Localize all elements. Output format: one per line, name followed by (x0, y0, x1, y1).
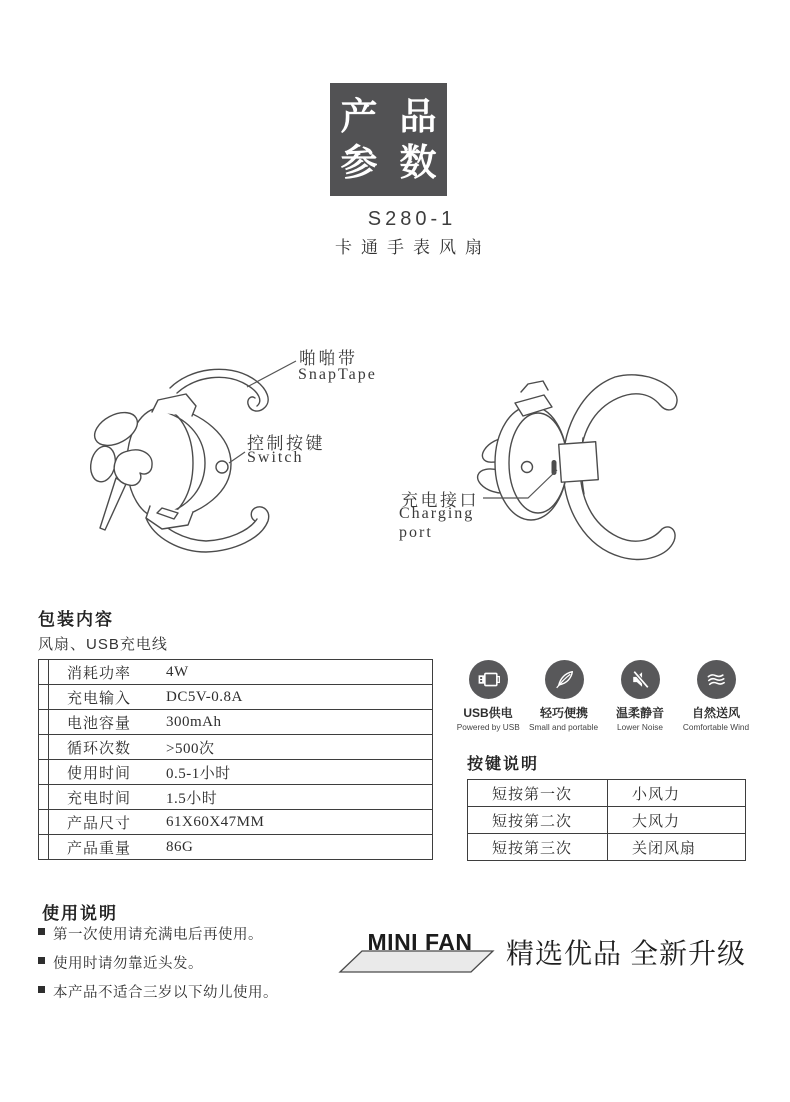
table-row (39, 785, 432, 810)
usage-item-text: 第一次使用请充满电后再使用。 (53, 927, 263, 943)
spec-label: 产品尺寸 (67, 814, 132, 832)
usage-item-text: 使用时请勿靠近头发。 (53, 956, 203, 972)
feature-portable (526, 660, 602, 732)
feature-label-en: Powered by USB (456, 722, 520, 732)
table-row (39, 710, 432, 735)
feature-label-cn: USB供电 (463, 706, 513, 720)
bullet-square-icon (38, 986, 45, 993)
badge-line-1: 产品 (340, 95, 459, 137)
button-result: 关闭风扇 (632, 839, 697, 857)
fan-illustrations (0, 330, 790, 590)
snap-tape-label-en: SnapTape (298, 366, 377, 383)
mute-speaker-icon (621, 660, 660, 699)
snap-tape-label-cn: 啪啪带 (299, 349, 358, 368)
spec-table (38, 659, 433, 860)
spec-value: >500次 (166, 740, 215, 757)
fan-front-illustration (88, 369, 269, 552)
brand-name: MINI FAN (367, 929, 473, 955)
spec-value: 86G (166, 838, 194, 855)
feature-label-cn: 温柔静音 (615, 706, 664, 720)
feature-quiet (602, 660, 678, 732)
button-action: 短按第三次 (468, 834, 608, 860)
table-row (39, 810, 432, 835)
list-item (38, 981, 278, 1002)
spec-value: 61X60X47MM (166, 813, 265, 830)
table-row (39, 660, 432, 685)
switch-button-drawing (216, 461, 228, 473)
feature-wind (678, 660, 754, 732)
usage-instructions-list (38, 923, 278, 1010)
button-action: 短按第一次 (468, 780, 608, 806)
button-instructions-table (467, 779, 746, 861)
feature-label-en: Small and portable (529, 722, 599, 732)
table-row (39, 835, 432, 859)
usage-item-text: 本产品不适合三岁以下幼儿使用。 (53, 985, 278, 1001)
table-row (468, 780, 745, 807)
feather-icon (545, 660, 584, 699)
spec-value: 4W (166, 663, 189, 680)
spec-label: 电池容量 (67, 714, 132, 732)
spec-value: 300mAh (166, 713, 222, 730)
spec-label: 产品重量 (67, 839, 132, 857)
table-row (468, 807, 745, 834)
spec-label: 使用时间 (67, 764, 132, 782)
fan-back-illustration (475, 375, 678, 560)
footer-slogan: 精选优品 全新升级 (506, 939, 747, 970)
spec-label: 循环次数 (67, 739, 132, 757)
switch-label-en: Switch (247, 449, 304, 466)
switch-label-cn: 控制按键 (247, 434, 325, 453)
clasp-drawing (559, 442, 599, 482)
product-params-badge (330, 83, 459, 196)
product-name: 卡通手表风扇 (335, 238, 491, 257)
feature-label-en: Lower Noise (616, 722, 664, 732)
spec-label: 消耗功率 (67, 664, 132, 682)
feature-usb (450, 660, 526, 732)
package-contents-text: 风扇、USB充电线 (38, 636, 168, 653)
list-item (38, 952, 278, 973)
button-result: 大风力 (632, 812, 681, 830)
table-row (468, 834, 745, 860)
charging-port-label-cn: 充电接口 (401, 491, 479, 510)
feature-label-cn: 自然送风 (691, 706, 740, 720)
spec-label: 充电输入 (67, 689, 132, 707)
usb-plug-icon (469, 660, 508, 699)
bullet-square-icon (38, 957, 45, 964)
button-result: 小风力 (632, 785, 681, 803)
feature-label-cn: 轻巧便携 (539, 706, 588, 720)
list-item (38, 923, 278, 944)
spec-label: 充电时间 (67, 789, 132, 807)
charging-port-label-en-2: port (399, 524, 433, 541)
table-row (39, 735, 432, 760)
feature-label-en: Comfortable Wind (682, 722, 750, 732)
spec-table-inner-line (48, 660, 49, 859)
button-instructions-title: 按键说明 (467, 756, 540, 773)
table-row (39, 760, 432, 785)
package-contents-title: 包装内容 (38, 610, 114, 629)
wind-waves-icon (697, 660, 736, 699)
usage-instructions-title: 使用说明 (42, 904, 118, 923)
badge-line-2: 参数 (340, 141, 459, 183)
model-number: S280-1 (367, 208, 457, 230)
button-action: 短按第二次 (468, 807, 608, 833)
bullet-square-icon (38, 928, 45, 935)
feature-icons-row (450, 660, 754, 732)
spec-value: DC5V-0.8A (166, 688, 243, 705)
table-row (39, 685, 432, 710)
spec-value: 1.5小时 (166, 790, 218, 807)
spec-value: 0.5-1小时 (166, 765, 231, 782)
charging-port-label-en-1: Charging (399, 505, 475, 522)
